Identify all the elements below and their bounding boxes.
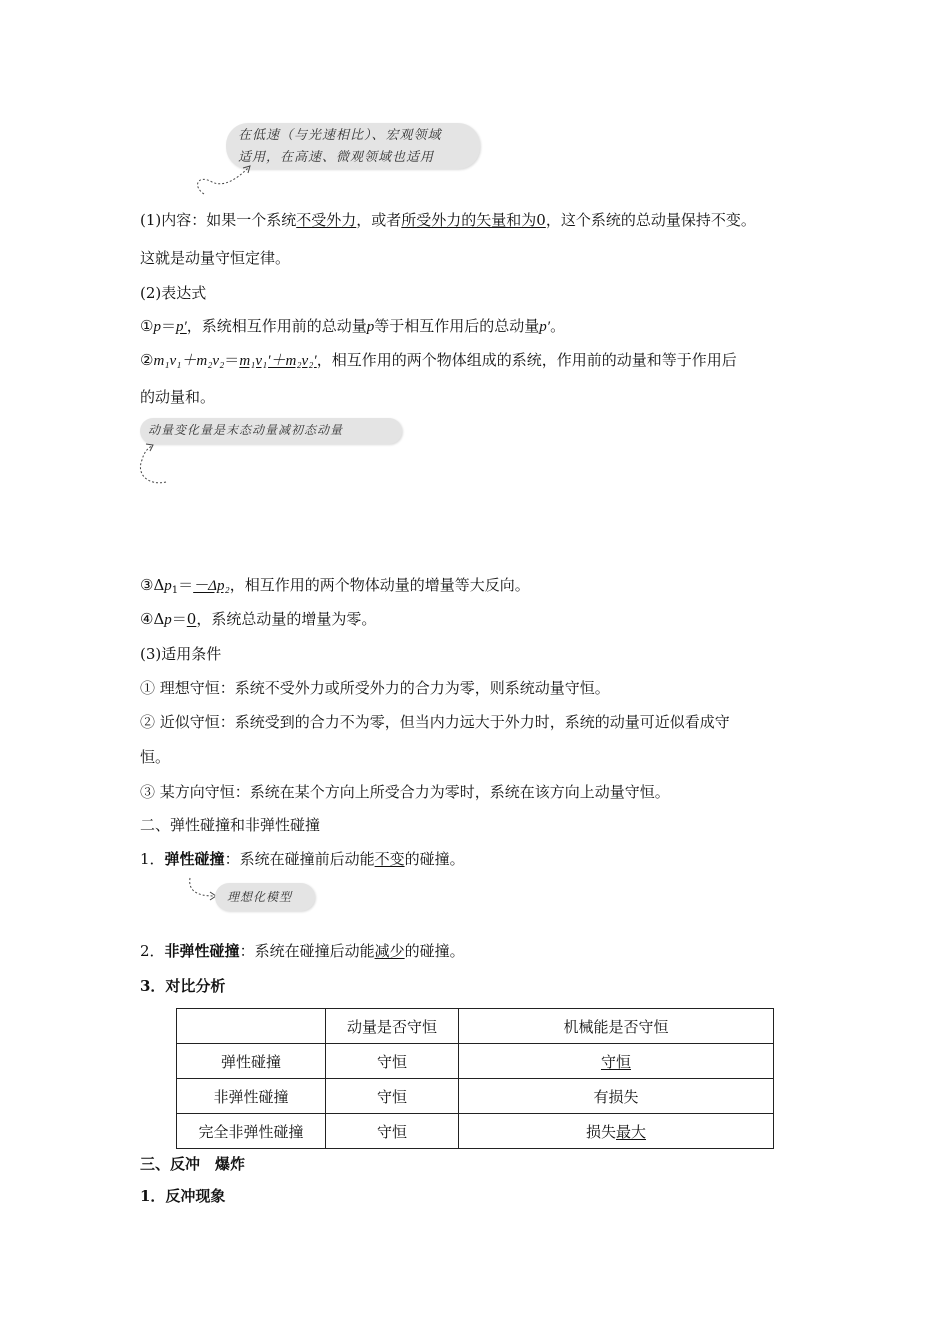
condition-ideal: ① 理想守恒：系统不受外力或所受外力的合力为零，则系统动量守恒。 — [140, 679, 610, 697]
underline-decrease: 减少 — [374, 942, 405, 960]
condition-direction: ③ 某方向守恒：系统在某个方向上所受合力为零时，系统在该方向上动量守恒。 — [140, 783, 670, 801]
expression-2: ②m₁v₁＋m₂v₂＝m₁v₁′＋m₂v₂′，相互作用的两个物体组成的系统，作用前的动量和等于作用后 — [140, 351, 737, 369]
table-cell: 损失最大 — [459, 1114, 774, 1149]
table-cell: 守恒 — [459, 1044, 774, 1079]
annotation-note-scope-line2: 适用，在高速、微观领域也适用 — [238, 150, 435, 165]
underline-net-force-zero: 所受外力的矢量和为0 — [401, 211, 546, 229]
table-cell: 非弹性碰撞 — [177, 1079, 326, 1114]
expression-4: ④Δp＝0，系统总动量的增量为零。 — [140, 610, 377, 628]
table-cell: 守恒 — [326, 1044, 459, 1079]
table-header-cell: 动量是否守恒 — [326, 1009, 459, 1044]
table-row — [177, 1114, 774, 1149]
expression-3: $③\Delta p_1=-\Delta p_2$，相互作用的两个物体动量的增量等大反向。 — [140, 576, 530, 596]
table-cell: 弹性碰撞 — [177, 1044, 326, 1079]
table-header-cell — [177, 1009, 326, 1044]
comparison-table — [176, 1008, 774, 1149]
table-cell: 有损失 — [459, 1079, 774, 1114]
table-row — [177, 1044, 774, 1079]
annotation-note-ideal-model: 理想化模型 — [215, 883, 315, 911]
content-definition: (1)内容：如果一个系统不受外力，或者所受外力的矢量和为0，这个系统的总动量保持不变。 — [140, 211, 756, 229]
underline-momentum-after: m₁v₁′＋m₂v₂′ — [239, 353, 317, 369]
comparison-heading: 3．对比分析 — [140, 977, 226, 995]
table-header-cell: 机械能是否守恒 — [459, 1009, 774, 1044]
expression-2-cont: 的动量和。 — [140, 388, 216, 406]
annotation-note-scope-line1: 在低速（与光速相比）、宏观领域 — [238, 128, 442, 143]
table-cell: 完全非弹性碰撞 — [177, 1114, 326, 1149]
table-header-row — [177, 1009, 774, 1044]
dashed-arrow-icon — [134, 438, 174, 488]
annotation-note-momentum-change: 动量变化量是末态动量减初态动量 — [140, 418, 402, 444]
elastic-collision-def: 1．弹性碰撞：系统在碰撞前后动能不变的碰撞。 — [140, 850, 465, 868]
condition-approx-cont: 恒。 — [140, 748, 171, 766]
annotation-note-scope — [226, 123, 480, 169]
table-row — [177, 1079, 774, 1114]
condition-approx: ② 近似守恒：系统受到的合力不为零，但当内力远大于外力时，系统的动量可近似看成守 — [140, 713, 730, 731]
section-2-heading: 二、弹性碰撞和非弹性碰撞 — [140, 816, 321, 834]
underline-neg-delta-p2: －Δp₂ — [193, 578, 230, 594]
expression-1: ①p＝p′，系统相互作用前的总动量p等于相互作用后的总动量p′。 — [140, 317, 566, 335]
underline-unchanged: 不变 — [374, 850, 405, 868]
table-cell: 守恒 — [326, 1079, 459, 1114]
section-3-heading: 三、反冲 爆炸 — [140, 1155, 246, 1173]
expression-heading: (2)表达式 — [140, 284, 207, 302]
inelastic-collision-def: 2．非弹性碰撞：系统在碰撞后动能减少的碰撞。 — [140, 942, 465, 960]
dashed-arrow-icon — [190, 160, 260, 200]
conditions-heading: (3)适用条件 — [140, 645, 222, 663]
underline-p-prime: p′ — [175, 319, 187, 335]
underline-no-external-force: 不受外力 — [296, 211, 357, 229]
recoil-heading: 1．反冲现象 — [140, 1187, 226, 1205]
content-law-name: 这就是动量守恒定律。 — [140, 249, 291, 267]
underline-zero: 0 — [186, 610, 197, 628]
table-cell: 守恒 — [326, 1114, 459, 1149]
